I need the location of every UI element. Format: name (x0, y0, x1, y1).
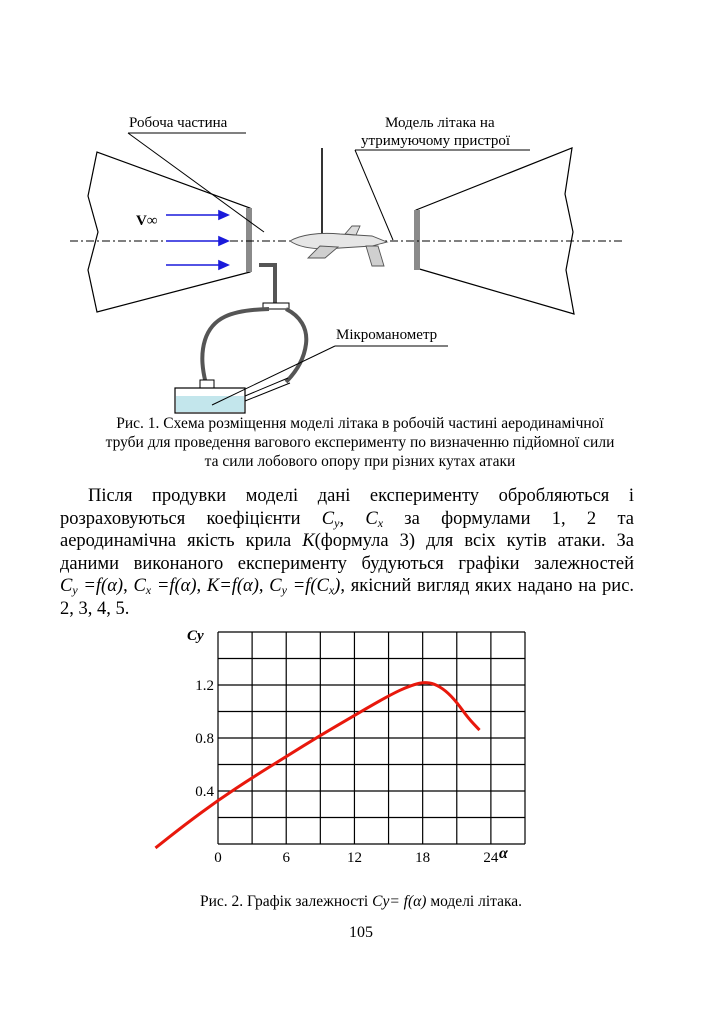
inlet-flange (246, 208, 252, 272)
chart-grid (218, 632, 525, 844)
pressure-tube-left (202, 309, 269, 384)
x-tick-label: 24 (483, 850, 499, 866)
x-tick-label: 18 (415, 850, 431, 866)
x-axis-label: α (499, 845, 508, 862)
body-paragraph (60, 485, 634, 620)
para-line: розраховуються коефіцієнти $C_y$, $C_x$ за формулами 1, 2 та (60, 508, 634, 530)
caption-line: Рис. 1. Схема розміщення моделі літака в робочій частині аеродинамічної (116, 415, 604, 432)
cy-alpha-chart (150, 620, 550, 870)
manometer-tube (245, 378, 288, 396)
page-number: 105 (349, 924, 373, 941)
caption-line: та сили лобового опору при різних кутах атаки (204, 453, 516, 470)
para-line: $C_y =f(\alpha)$, $C_x =f(\alpha)$, K=f(α), $C_y =f(C_x)$, якісний вигляд яких надано на рис. (60, 576, 635, 597)
para-line: 2, 3, 4, 5. (60, 598, 130, 619)
para-line: даними виконаного експерименту будуються графіки залежностей (60, 553, 634, 574)
wind-tunnel-diagram (0, 0, 722, 420)
para-line: Після продувки моделі дані експерименту обробляються і (88, 486, 634, 506)
para-line: аеродинамічна якість крила K(формула 3) для всіх кутів атаки. За (60, 531, 634, 551)
chart-tick-labels (195, 678, 499, 866)
y-tick-label: 0.4 (195, 784, 214, 800)
leader-model-diag (355, 150, 393, 240)
label-model-line2: утримуючому пристрої (361, 133, 511, 149)
label-model-line1: Модель літака на (385, 115, 495, 131)
y-tick-label: 1.2 (195, 678, 214, 694)
inlet-nozzle (88, 152, 250, 312)
label-working-section: Робоча частина (129, 115, 228, 131)
figure1-caption (60, 414, 660, 471)
leader-micromanometer (212, 346, 335, 405)
manometer-cap (200, 380, 214, 388)
cy-curve (155, 683, 479, 848)
y-axis-label: Cy (187, 628, 204, 644)
flow-arrows (166, 211, 228, 269)
y-tick-label: 0.8 (195, 731, 214, 747)
caption-line: труби для проведення вагового експерименту по визначенню підйомної сили (105, 434, 615, 451)
outlet-diffuser (416, 148, 574, 314)
aircraft-model (290, 226, 387, 266)
pressure-tube-right (286, 309, 306, 382)
label-micromanometer: Мікроманометр (336, 327, 438, 343)
pitot-probe (259, 265, 275, 305)
label-velocity: V∞ (136, 213, 158, 229)
x-tick-label: 0 (214, 850, 222, 866)
outlet-flange (414, 210, 420, 270)
x-tick-label: 6 (282, 850, 290, 866)
figure2-caption: Рис. 2. Графік залежності Cy= f(α) моделі літака. (199, 893, 523, 910)
x-tick-label: 12 (346, 850, 362, 866)
manometer-liquid (176, 396, 244, 412)
